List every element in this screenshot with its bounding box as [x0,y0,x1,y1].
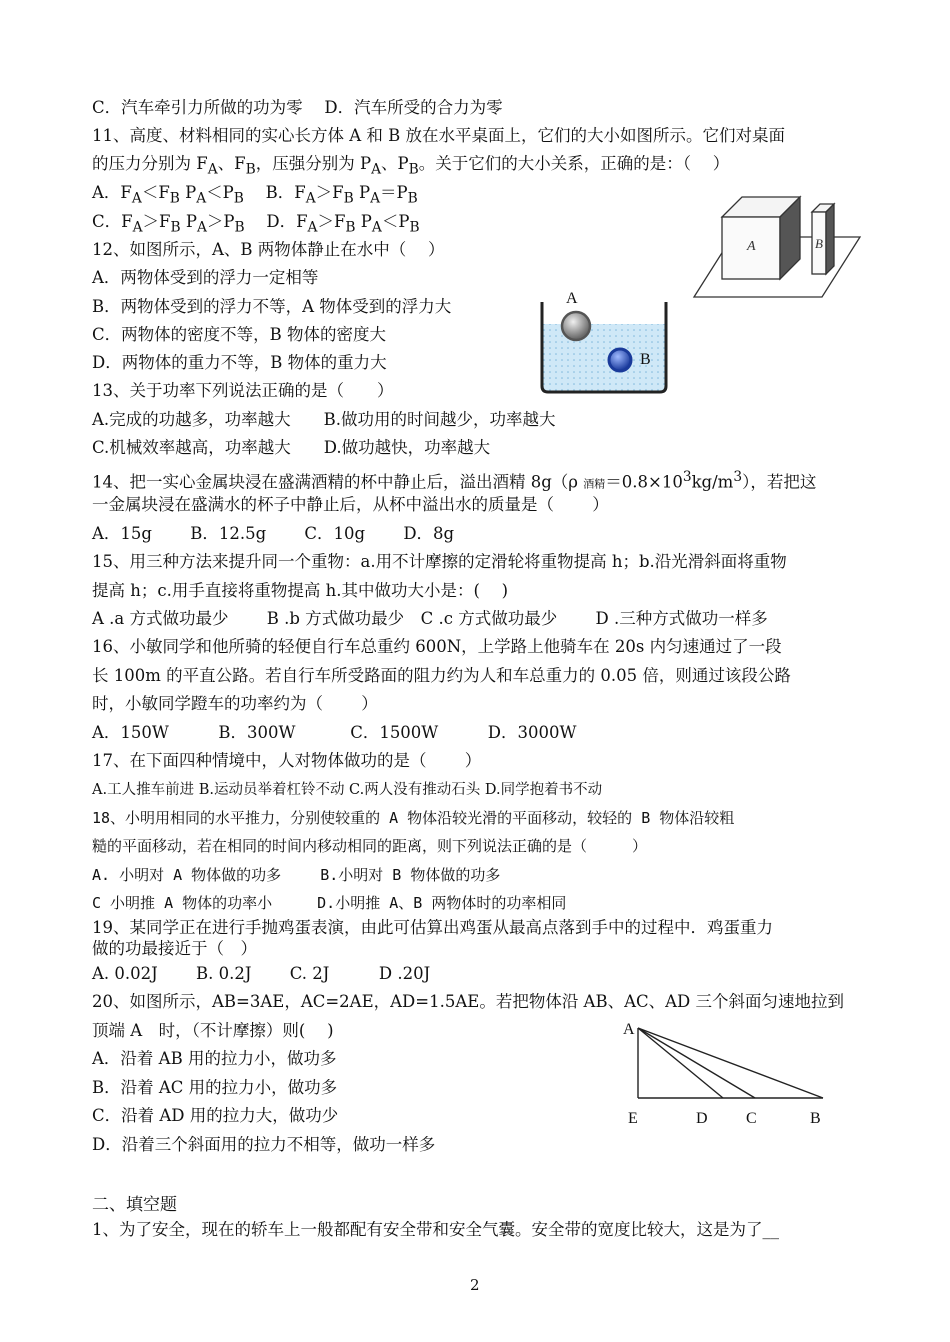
point-d-label: D [696,1110,708,1127]
q12-option-c: C．两物体的密度不等，B 物体的密度大 [92,325,386,344]
q18-options-cd: C 小明推 A 物体的功率小 D.小明推 A、B 两物体时的功率相同 [92,894,567,912]
slope-ac [638,1028,755,1098]
q20-option-a: A．沿着 AB 用的拉力小，做功多 [92,1049,337,1068]
q17-stem: 17、在下面四种情境中，人对物体做功的是（ ） [92,751,482,770]
q19-stem-2: 做的功最接近于（ ） [92,939,257,958]
point-b-label: B [810,1110,821,1127]
water-figure [530,286,690,396]
section-title: 二、填空题 [92,1195,177,1215]
q13-options-ab: A.完成的功越多，功率越大 B.做功用的时间越少，功率越大 [92,410,556,429]
fill-question-1: 1、为了安全，现在的轿车上一般都配有安全带和安全气囊。安全带的宽度比较大，这是为了__ [92,1220,779,1239]
q18-stem-2: 糙的平面移动，若在相同的时间内移动相同的距离，则下列说法正确的是（ ） [92,837,648,855]
q16-stem-1: 16、小敏同学和他所骑的轻便自行车总重约 600N，上学路上他骑车在 20s 内匀速通过了一段 [92,637,782,656]
q12-option-d: D．两物体的重力不等，B 物体的重力大 [92,353,387,372]
ball-b [609,349,631,371]
q13-stem: 13、关于功率下列说法正确的是（ ） [92,381,394,400]
q20-option-d: D．沿着三个斜面用的拉力不相等，做功一样多 [92,1135,436,1154]
q12-stem: 12、如图所示，A、B 两物体静止在水中（ ） [92,240,445,259]
q13-options-cd: C.机械效率越高，功率越大 D.做功越快，功率越大 [92,438,491,457]
q11-options-ab: A．$F_A<F_B$ $P_A<P_B$ B．$F_A>F_B$ $P_A=P_B$ [92,183,418,207]
point-a-label: A [623,1021,635,1038]
q15-stem-2: 提高 h；c.用手直接将重物提高 h.其中做功大小是：( ) [92,581,509,600]
q14-stem-2: 一金属块浸在盛满水的杯子中静止后，从杯中溢出水的质量是（ ） [92,495,609,514]
q19-stem-1: 19、某同学正在进行手抛鸡蛋表演，由此可估算出鸡蛋从最高点落到手中的过程中．鸡蛋重力 [92,918,773,937]
q11-stem-2: 的压力分别为 $F_A$、$F_B$，压强分别为 $P_A$、$P_B$。关于它们的大小关系，正确的是：（ ） [92,154,730,178]
q16-options: A．150W B．300W C．1500W D．3000W [92,723,577,742]
q18-options-ab: A. 小明对 A 物体做的功多 B.小明对 B 物体做的功多 [92,866,501,884]
q16-stem-2: 长 100m 的平直公路。若自行车所受路面的阻力约为人和车总重力的 0.05 倍，则通过该段公路 [92,666,791,685]
block-b-label: B [815,236,823,251]
q20-option-b: B．沿着 AC 用的拉力小，做功多 [92,1078,338,1097]
q19-options: A. 0.02J B. 0.2J C. 2J D .20J [92,964,431,983]
point-c-label: C [746,1110,757,1127]
q14-stem-1: 14、把一实心金属块浸在盛满酒精的杯中静止后，溢出酒精 8g（ρ 酒精$=0.8\times 10^3kg/m^3$），若把这 [92,469,817,492]
slope-ab [638,1028,823,1098]
q20-option-c: C．沿着 AD 用的拉力大，做功少 [92,1106,339,1125]
q18-stem-1: 18、小明用相同的水平推力，分别使较重的 A 物体沿较光滑的平面移动，较轻的 B 物体沿较粗 [92,809,735,827]
ball-a-label: A [566,290,578,307]
blocks-figure [692,172,862,302]
q20-stem-1: 20、如图所示，AB=3AE，AC=2AE，AD=1.5AE。若把物体沿 AB、AC、AD 三个斜面匀速地拉到 [92,992,845,1011]
slope-figure [618,1018,838,1133]
q10-options-cd: C．汽车牵引力所做的功为零 D．汽车所受的合力为零 [92,98,503,117]
q12-option-b: B．两物体受到的浮力不等，A 物体受到的浮力大 [92,297,452,316]
q12-option-a: A．两物体受到的浮力一定相等 [92,268,319,287]
q15-options: A .a 方式做功最少 B .b 方式做功最少 C .c 方式做功最少 D .三种方式做功一样多 [92,609,768,628]
page-number: 2 [470,1276,480,1294]
q16-stem-3: 时，小敏同学蹬车的功率约为（ ） [92,694,378,713]
slope-ad [638,1028,723,1098]
q17-options: A.工人推车前进 B.运动员举着杠铃不动 C.两人没有推动石头 D.同学抱着书不动 [92,782,603,798]
ball-a [562,312,590,340]
q11-options-cd: C．$F_A>F_B$ $P_A>P_B$ D．$F_A>F_B$ $P_A<P_B$ [92,212,420,236]
q14-options: A．15g B．12.5g C．10g D．8g [92,524,455,543]
block-a-label: A [747,239,756,254]
q20-stem-2: 顶端 A 时，（不计摩擦）则( ) [92,1021,334,1040]
ball-b-label: B [640,351,651,368]
q11-stem-1: 11、高度、材料相同的实心长方体 A 和 B 放在水平桌面上，它们的大小如图所示。它们对桌面 [92,126,786,145]
q15-stem-1: 15、用三种方法来提升同一个重物：a.用不计摩擦的定滑轮将重物提高 h；b.沿光滑斜面将重物 [92,552,787,571]
point-e-label: E [628,1110,638,1127]
